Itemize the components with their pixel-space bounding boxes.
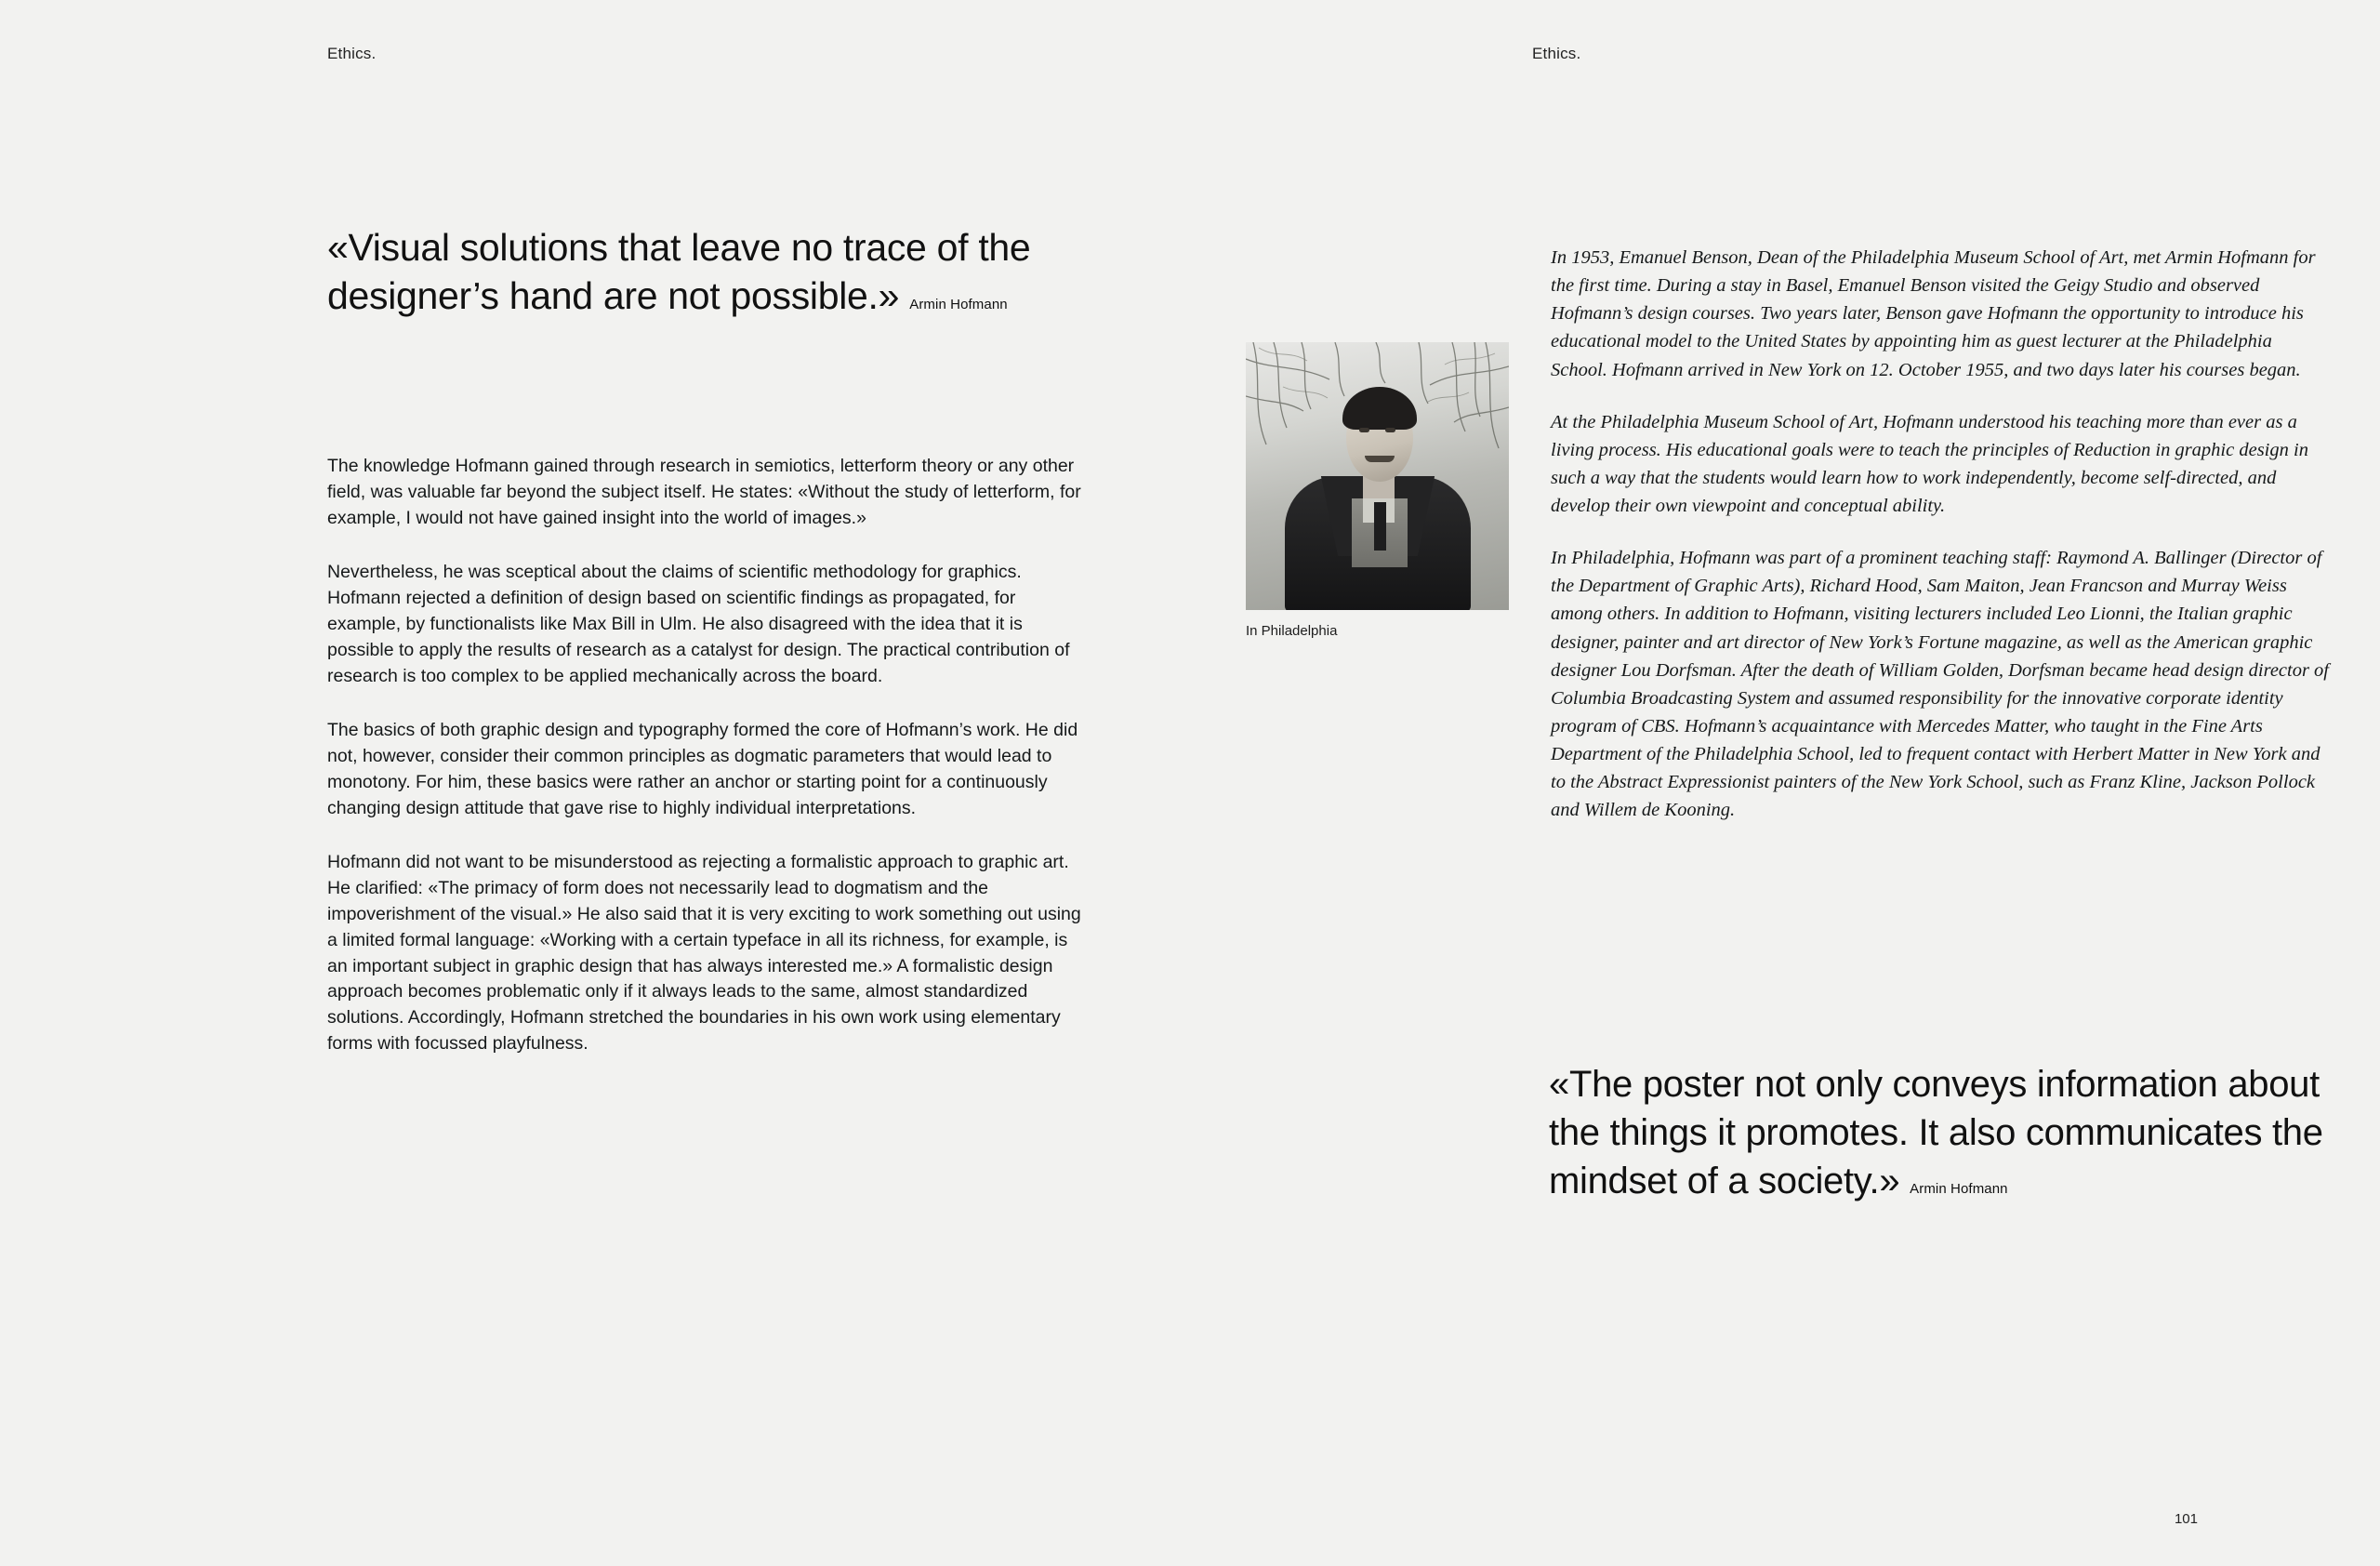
right-pull-quote-attribution: Armin Hofmann [1910, 1181, 2008, 1197]
hair-shape [1342, 387, 1417, 430]
eye-right [1385, 428, 1395, 432]
running-head-left: Ethics. [327, 45, 377, 62]
left-paragraph-4: Hofmann did not want to be misunderstood as rejecting a formalistic approach to graphic art. He clarified: «The primacy of form does not necessarily lead to dogmatism and the impoverishment of the visual.» He also said that it is very exciting to work something out using a limited formal language: «Working with a certain typeface in all its richness, for example, is an important subject in graphic design that has always interested me.» A formalistic design approach becomes problematic only if it always leads to the same, almost standardized solutions. Accordingly, Hofmann stretched the boundaries in his own work using elementary forms with focussed playfulness. [327, 851, 1081, 1055]
left-paragraph-2: Nevertheless, he was sceptical about the claims of scientific methodology for graphics. Hofmann rejected a definition of design based on scientific findings as propagated, for example, by functionalists like Max Bill in Ulm. He also disagreed with the idea that it is possible to apply the results of research as a catalyst for design. The practical contribution of research is too complex to be applied mechanically across the board. [327, 561, 1070, 686]
right-paragraph-3: In Philadelphia, Hofmann was part of a prominent teaching staff: Raymond A. Ballinger (Director of the Department of Graphic Arts), Richard Hood, Sam Maiton, Jean Francson and Murray Weiss among others. In addition to Hofmann, visiting lecturers included Leo Lionni, the Italian graphic designer, painter and art director of New York’s Fortune magazine, as well as the American graphic designer Lou Dorfsman. After the death of William Golden, Dorfsman became head design director of Columbia Broadcasting System and assumed responsibility for the innovative corporate identity program of CBS. Hofmann’s acquaintance with Mercedes Matter, who taught in the Fine Arts Department of the Philadelphia School, led to frequent contact with Herbert Matter in New York and to the Abstract Expressionist painters of the New York School, such as Franz Kline, Jackson Pollock and Willem de Kooning. [1551, 548, 2330, 821]
left-body-column [327, 454, 1091, 1057]
right-paragraph-2: At the Philadelphia Museum School of Art, Hofmann understood his teaching more than ever as a living process. His educational goals were to teach the principles of Reduction in graphic design in such a way that the students would learn how to work independently, become self-directed, and develop their own viewpoint and conceptual ability. [1551, 411, 2308, 516]
left-pull-quote-text: «Visual solutions that leave no trace of the designer’s hand are not possible.» [327, 226, 1031, 318]
tie-shape [1374, 502, 1386, 551]
page-number: 101 [2174, 1511, 2198, 1527]
photo-block [1246, 342, 1509, 639]
right-pull-quote-text: «The poster not only conveys information about the things it promotes. It also communicates the mindset of a society.» [1549, 1064, 2323, 1201]
running-head-right: Ethics. [1532, 45, 1581, 62]
portrait-photo [1246, 342, 1509, 610]
right-paragraph-1: In 1953, Emanuel Benson, Dean of the Philadelphia Museum School of Art, met Armin Hofmann for the first time. During a stay in Basel, Emanuel Benson visited the Geigy Studio and observed Hofmann’s design courses. Two years later, Benson gave Hofmann the opportunity to introduce his educational model to the United States by appointing him as guest lecturer at the Philadelphia School. Hofmann arrived in New York on 12. October 1955, and two days later his courses began. [1551, 247, 2316, 380]
left-pull-quote-attribution: Armin Hofmann [909, 297, 1008, 313]
right-body-column [1551, 244, 2330, 848]
left-paragraph-1: The knowledge Hofmann gained through research in semiotics, letterform theory or any other field, was valuable far beyond the subject itself. He states: «Without the study of letterform, for example, I would not have gained insight into the world of images.» [327, 456, 1081, 528]
photo-caption: In Philadelphia [1246, 623, 1338, 639]
left-pull-quote [327, 223, 1090, 321]
left-paragraph-3: The basics of both graphic design and typography formed the core of Hofmann’s work. He did not, however, consider their common principles as dogmatic parameters that would lead to monotony. For him, these basics were rather an anchor or starting point for a continuously changing design attitude that gave rise to highly individual interpretations. [327, 719, 1078, 818]
mouth-shape [1365, 456, 1395, 462]
eye-left [1359, 428, 1369, 432]
portrait-figure [1285, 379, 1471, 610]
left-page [327, 0, 1099, 1566]
right-pull-quote [1549, 1060, 2348, 1205]
